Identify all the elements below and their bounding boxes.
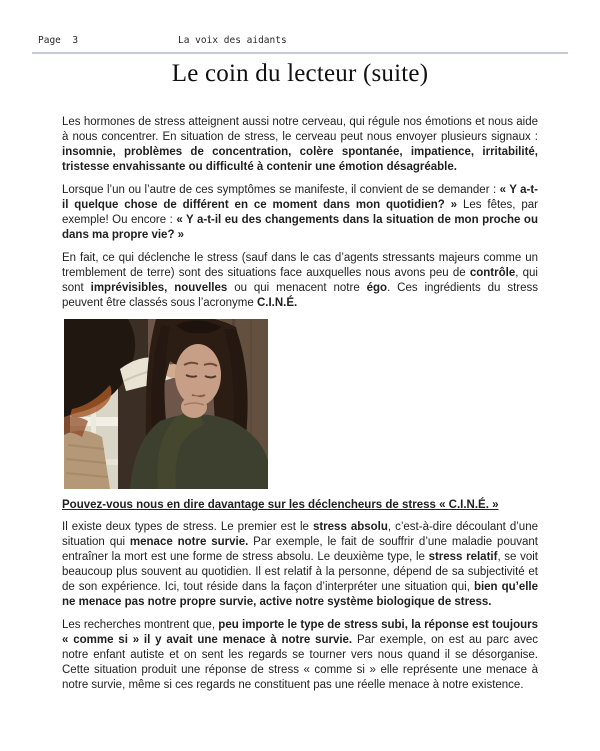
page-number: Page 3 [38,35,79,46]
subheading-cine-triggers: Pouvez-vous nous en dire davantage sur les déclencheurs de stress « C.I.N.É. » [62,499,499,511]
paragraph-research-response: Les recherches montrent que, peu importe le type de stress subi, la réponse est toujours « comme si » il y avait une menace à notre survie. Par exemple, on est au parc avec notre enfant autiste et on sent les regards se tourner vers nous quand il se désorganise. Cette situation produit une réponse de stress « comme si » elle représente une menace à notre survie, même si ces regards ne constituent pas une réelle menace à notre existence. [62,619,539,691]
paragraph-stress-hormones: Les hormones de stress atteignent aussi notre cerveau, qui régule nos émotions et nous aide à nous concentrer. En situation de stress, le cerveau peut nous envoyer plusieurs signaux : insomnie, problèmes de concentration, colère spontanée, impatience, irritabilité, tristesse envahissante ou difficulté à contenir une émotion désagréable. [62,116,538,173]
paragraph-symptoms-questions: Lorsque l’un ou l’autre de ces symptômes se manifeste, il convient de se demander : « Y a-t-il quelque chose de différent en ce moment dans mon quotidien? » Les fêtes, par exemple! Ou encore : « Y a-t-il eu des changements dans la situation de mon proche ou dans ma propre vie? » [62,184,538,241]
page-title: Le coin du lecteur (suite) [171,60,429,87]
photo-consoling-woman [64,319,268,489]
header-divider [32,52,568,54]
paragraph-two-types-of-stress: Il existe deux types de stress. Le premier est le stress absolu, c’est-à-dire découlant d’une situation qui menace notre survie. Par exemple, le fait de souffrir d’une maladie pouvant entraîner la mort est une forme de stress absolu. Le deuxième type, le stress relatif, se voit beaucoup plus souvent au quotidien. Il est relatif à la personne, dépend de sa subjectivité et de son expérience. Ici, tout réside dans la façon d’interpréter une situation qui, bien qu’elle ne menace pas notre propre survie, active notre système biologique de stress. [62,521,539,608]
paragraph-cine-ingredients: En fait, ce qui déclenche le stress (sauf dans le cas d’agents stressants majeurs comme un tremblement de terre) sont des situations face auxquelles nous avons peu de contrôle, qui sont imprévisibles, nouvelles ou qui menacent notre égo. Ces ingrédients du stress peuvent être classés sous l’acronyme C.I.N.É. [62,252,538,309]
newsletter-name: La voix des aidants [178,35,287,46]
article-body [62,115,538,701]
photo-illustration [64,319,268,489]
